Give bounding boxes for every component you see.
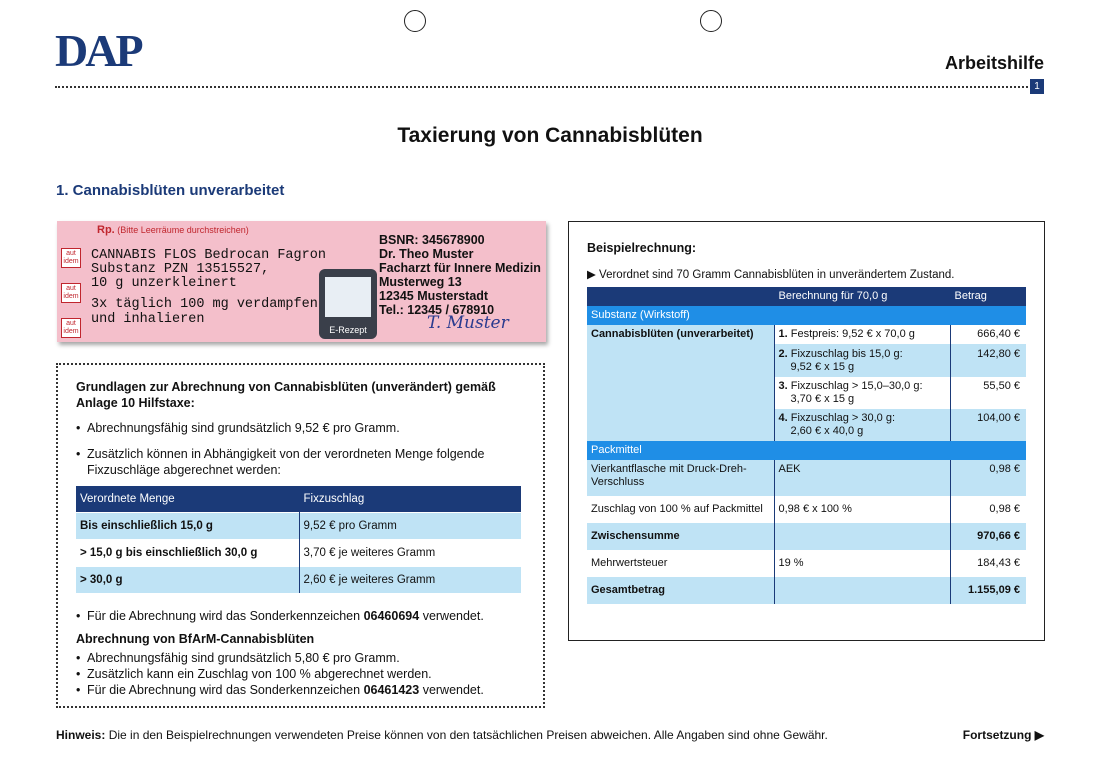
header-divider (55, 86, 1032, 88)
section-label: Substanz (Wirkstoff) (587, 306, 1026, 325)
doctor-signature: T. Muster (427, 313, 509, 333)
page-number-badge: 1 (1030, 79, 1044, 94)
bullet-text: Für die Abrechnung wird das Sonderkennzeichen (87, 609, 361, 623)
grundlagen-box (56, 363, 545, 708)
punch-hole-right (700, 10, 722, 32)
table-cell: 2,60 € je weiteres Gramm (299, 566, 521, 593)
bfarm-bullet: • Zusätzlich kann ein Zuschlag von 100 % abgerechnet werden. (76, 666, 531, 682)
section-label: Packmittel (587, 441, 1026, 460)
calc-text: Fixzuschlag > 30,0 g: (790, 412, 896, 424)
punch-hole-left (404, 10, 426, 32)
table-row (587, 523, 1026, 550)
rx-line: 10 g unzerkleinert (91, 276, 237, 291)
pack-label: Zuschlag von 100 % auf Packmittel (587, 496, 774, 523)
rx-line: 3x täglich 100 mg verdampfen (91, 297, 318, 312)
table-cell: Bis einschließlich 15,0 g (76, 512, 299, 539)
footer-hinweis (56, 728, 828, 742)
table-header: Verordnete Menge (76, 486, 299, 512)
sonderkennzeichen: 06461423 (363, 683, 420, 697)
table-cell: > 15,0 g bis einschließlich 30,0 g (76, 539, 299, 566)
doctor-specialty: Facharzt für Innere Medizin (379, 261, 541, 275)
calc-text: Fixzuschlag bis 15,0 g: (790, 348, 903, 360)
mwst-label: Mehrwertsteuer (587, 550, 774, 577)
betrag-cell: 142,80 € (950, 345, 1026, 378)
gesamt-label: Gesamtbetrag (587, 577, 774, 604)
hinweis-label: Hinweis: (56, 728, 106, 742)
calc-num: 4. (778, 412, 788, 424)
calc-cell (774, 325, 950, 345)
aut-idem-box: aut idem (61, 283, 81, 303)
section-row (587, 306, 1026, 325)
grundlagen-bullet (76, 608, 531, 624)
table-row (587, 577, 1026, 604)
substanz-label: Cannabisblüten (unverarbeitet) (587, 325, 774, 441)
rp-label: Rp. (97, 224, 115, 236)
erezept-label: E-Rezept (329, 325, 367, 335)
table-row (587, 325, 1026, 345)
table-row (76, 539, 521, 566)
calc-sub: 2,60 € x 40,0 g (790, 425, 864, 437)
rx-line: CANNABIS FLOS Bedrocan Fagron (91, 248, 326, 263)
empty-cell (774, 577, 950, 604)
calc-num: 3. (778, 380, 788, 392)
betrag-cell: 0,98 € (950, 496, 1026, 523)
table-cell: > 30,0 g (76, 566, 299, 593)
table-cell: 3,70 € je weiteres Gramm (299, 539, 521, 566)
beispielrechnung-box (568, 221, 1045, 641)
zwischensumme-label: Zwischensumme (587, 523, 774, 550)
bullet-text: Für die Abrechnung wird das Sonderkennzeichen (87, 683, 361, 697)
bullet-text: verwendet. (422, 683, 484, 697)
section-row (587, 441, 1026, 460)
betrag-cell: 666,40 € (950, 325, 1026, 345)
rp-header (97, 224, 249, 236)
table-row (76, 566, 521, 593)
mwst-value: 184,43 € (950, 550, 1026, 577)
bfarm-title: Abrechnung von BfArM-Cannabisblüten (76, 632, 315, 646)
calc-cell (774, 345, 950, 378)
calc-text: Festpreis: 9,52 € x 70,0 g (790, 328, 915, 340)
grundlagen-title: Grundlagen zur Abrechnung von Cannabisblüten (unverändert) gemäß Anlage 10 Hilfstaxe: (76, 380, 496, 410)
calc-num: 2. (778, 348, 788, 360)
empty-cell (774, 523, 950, 550)
table-row (587, 550, 1026, 577)
table-row (587, 460, 1026, 496)
table-row (76, 512, 521, 539)
fixzuschlag-table (76, 486, 521, 593)
grundlagen-bullet: • Zusätzlich können in Abhängigkeit von der verordneten Menge folgende Fixzuschläge abgerechnet werden: (76, 446, 531, 478)
table-cell: 9,52 € pro Gramm (299, 512, 521, 539)
doctor-street: Musterweg 13 (379, 275, 462, 289)
doctor-name: Dr. Theo Muster (379, 247, 474, 261)
sonderkennzeichen: 06460694 (363, 609, 420, 623)
calc-cell (774, 409, 950, 441)
calc-sub: 9,52 € x 15 g (790, 361, 855, 373)
grundlagen-bullet: • Abrechnungsfähig sind grundsätzlich 9,52 € pro Gramm. (76, 420, 531, 436)
betrag-cell: 104,00 € (950, 409, 1026, 441)
prescription-card (57, 221, 546, 342)
table-header (587, 287, 774, 306)
bullet-text: verwendet. (422, 609, 484, 623)
table-header: Betrag (950, 287, 1026, 306)
smartphone-icon (319, 269, 377, 339)
dap-logo: DAP (55, 25, 141, 76)
gesamt-value: 1.155,09 € (950, 577, 1026, 604)
table-header-row (587, 287, 1026, 306)
hinweis-text: Die in den Beispielrechnungen verwendeten Preise können von den tatsächlichen Preisen abweichen. Alle Angaben sind ohne Gewähr. (108, 728, 828, 742)
zwischensumme-value: 970,66 € (950, 523, 1026, 550)
table-header: Berechnung für 70,0 g (774, 287, 950, 306)
table-header: Fixzuschlag (299, 486, 521, 512)
section-title: 1. Cannabisblüten unverarbeitet (56, 182, 285, 199)
doc-type-label: Arbeitshilfe (944, 53, 1044, 73)
bfarm-bullet (76, 682, 531, 698)
doctor-city: 12345 Musterstadt (379, 289, 489, 303)
aut-idem-box: aut idem (61, 248, 81, 268)
pack-calc: 0,98 € x 100 % (774, 496, 950, 523)
doctor-phone: Tel.: 12345 / 678910 (379, 303, 495, 317)
betrag-cell: 0,98 € (950, 460, 1026, 496)
calc-text: Fixzuschlag > 15,0–30,0 g: (790, 380, 923, 392)
calculation-table (587, 287, 1026, 604)
bfarm-bullet: • Abrechnungsfähig sind grundsätzlich 5,80 € pro Gramm. (76, 650, 531, 666)
beispiel-note: ▶ Verordnet sind 70 Gramm Cannabisblüten in unverändertem Zustand. (587, 269, 955, 281)
beispiel-title: Beispielrechnung: (587, 241, 697, 255)
rx-line: Substanz PZN 13515527, (91, 262, 270, 277)
table-row (587, 496, 1026, 523)
rx-line: und inhalieren (91, 312, 205, 327)
betrag-cell: 55,50 € (950, 377, 1026, 409)
bsnr: BSNR: 345678900 (379, 233, 485, 247)
calc-sub: 3,70 € x 15 g (790, 393, 855, 405)
mwst-rate: 19 % (774, 550, 950, 577)
rp-note: (Bitte Leerräume durchstreichen) (117, 225, 249, 235)
page-title: Taxierung von Cannabisblüten (397, 124, 703, 147)
aut-idem-box: aut idem (61, 318, 81, 338)
doctor-stamp (379, 233, 541, 317)
calc-cell (774, 377, 950, 409)
pack-calc: AEK (774, 460, 950, 496)
pack-label: Vierkantflasche mit Druck-Dreh-Verschluss (587, 460, 774, 496)
calc-num: 1. (778, 328, 788, 340)
fortsetzung-link[interactable]: Fortsetzung ▶ (962, 728, 1044, 742)
